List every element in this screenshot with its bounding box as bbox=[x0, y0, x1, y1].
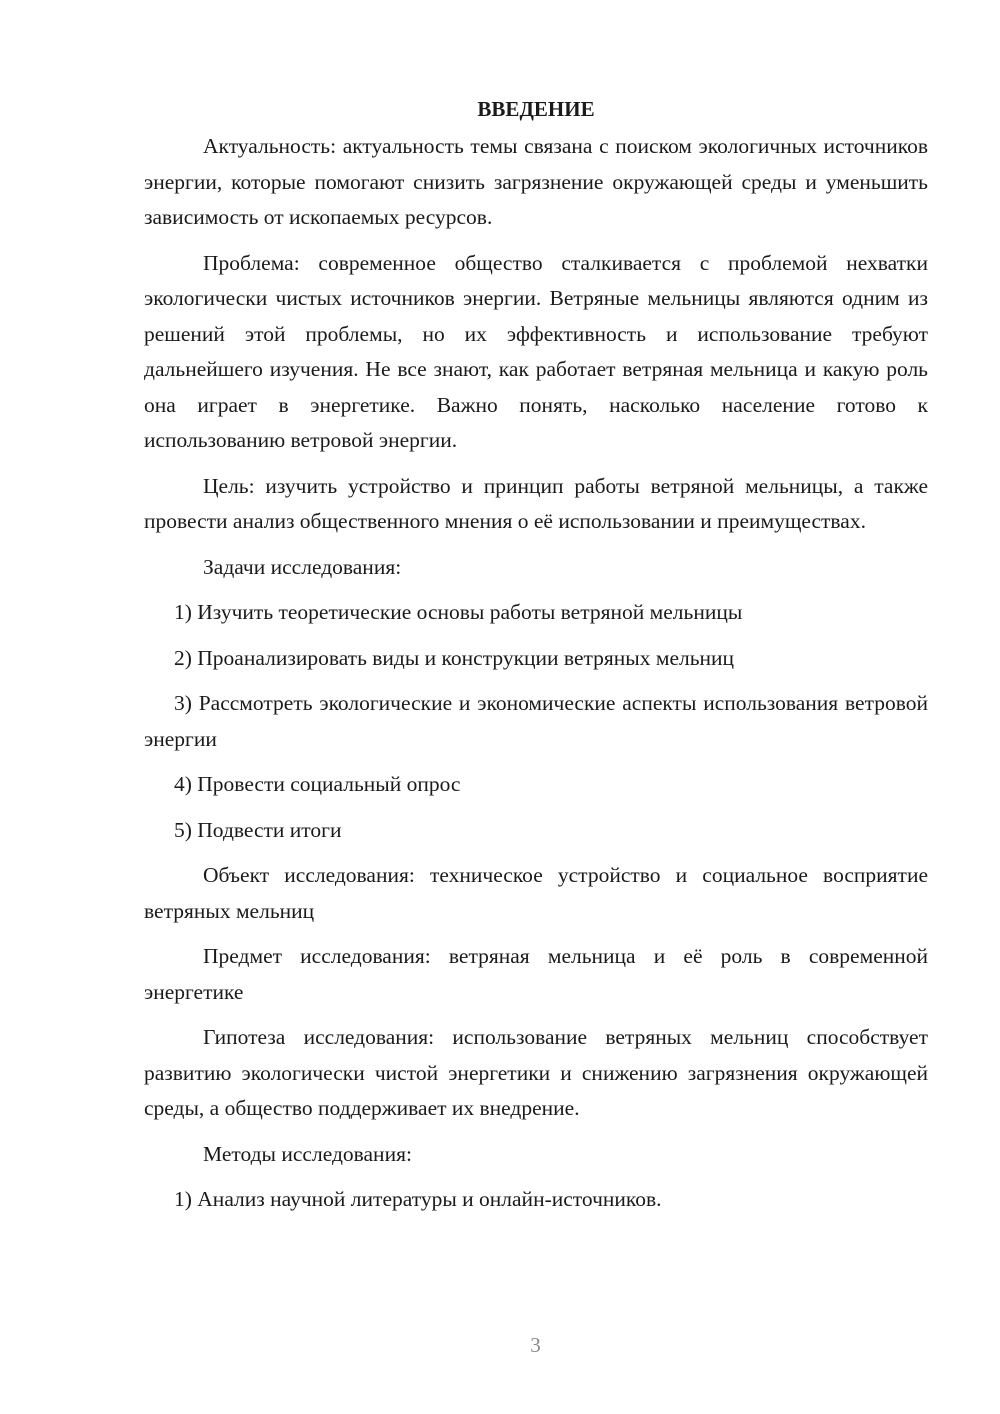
page-number: 3 bbox=[530, 1333, 541, 1357]
method-item: 1) Анализ научной литературы и онлайн-источников. bbox=[174, 1187, 662, 1211]
goal-paragraph: Цель: изучить устройство и принцип работы ветряной мельницы, а также провести анализ общественного мнения о её использовании и преимуществах. bbox=[144, 473, 928, 533]
methods-heading: Методы исследования: bbox=[203, 1141, 412, 1166]
relevance-paragraph: Актуальность: актуальность темы связана с поиском экологичных источников энергии, которые помогают снизить загрязнение окружающей среды и уменьшить зависимость от ископаемых ресурсов. bbox=[144, 134, 928, 229]
task-item: 3) Рассмотреть экологические и экономические аспекты использования ветровой энергии bbox=[144, 691, 928, 751]
subject-paragraph: Предмет исследования: ветряная мельница и её роль в современной энергетике bbox=[144, 944, 928, 1004]
section-heading: ВВЕДЕНИЕ bbox=[477, 97, 595, 121]
task-item: 2) Проанализировать виды и конструкции ветряных мельниц bbox=[174, 645, 735, 670]
problem-paragraph: Проблема: современное общество сталкивается с проблемой нехватки экологически чистых источников энергии. Ветряные мельницы являются одним из решений этой проблемы, но их эффективность и использование требуют дальнейшего изучения. Не все знают, как работает ветряная мельница и какую роль она играет в энергетике. Важно понять, насколько население готово к использованию ветровой энергии. bbox=[144, 250, 928, 452]
tasks-heading: Задачи исследования: bbox=[203, 554, 402, 579]
task-item: 4) Провести социальный опрос bbox=[174, 772, 461, 796]
document-page bbox=[144, 92, 928, 1228]
task-item: 1) Изучить теоретические основы работы ветряной мельницы bbox=[174, 600, 743, 624]
object-paragraph: Объект исследования: техническое устройство и социальное восприятие ветряных мельниц bbox=[144, 863, 928, 923]
task-item: 5) Подвести итоги bbox=[174, 817, 342, 842]
hypothesis-paragraph: Гипотеза исследования: использование ветряных мельниц способствует развитию экологически чистой энергетики и снижению загрязнения окружающей среды, а общество поддерживает их внедрение. bbox=[144, 1025, 928, 1120]
